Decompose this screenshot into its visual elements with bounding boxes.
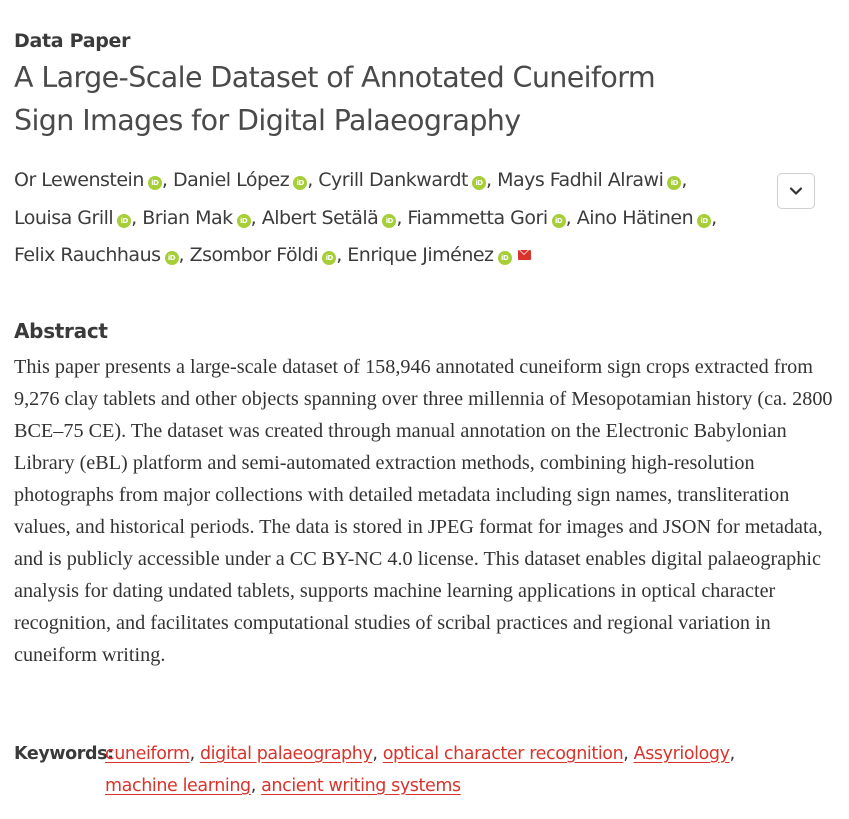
orcid-icon[interactable]: iD [552, 214, 566, 228]
orcid-icon[interactable]: iD [148, 176, 162, 190]
keyword-link[interactable]: machine learning [105, 776, 251, 796]
orcid-icon[interactable]: iD [293, 176, 307, 190]
orcid-icon[interactable]: iD [697, 214, 711, 228]
orcid-icon[interactable]: iD [165, 251, 179, 265]
article-title: A Large-Scale Dataset of Annotated Cuneiform Sign Images for Digital Palaeography [14, 61, 656, 137]
author-name[interactable]: Daniel López iD , [172, 169, 313, 191]
author-name-text: Cyrill Dankwardt [318, 169, 468, 191]
author-name-text: Louisa Grill [14, 206, 114, 229]
chevron-down-icon [789, 186, 803, 196]
author-name-text: Daniel López [172, 169, 290, 191]
author-name[interactable]: Louisa Grill iD , [14, 206, 137, 229]
authors-block [14, 162, 834, 275]
author-name-text: Enrique Jiménez [347, 244, 494, 266]
abstract-text: This paper presents a large-scale dataset of 158,946 annotated cuneiform sign crops extracted from 9,276 clay tablets and other objects spanning over three millennia of Mesopotamian history (ca. 2800 BCE–75 CE). The dataset was created through manual annotation on the Electronic Babylonian Library (eBL) platform and semi-automated extraction methods, combining high-resolution photographs from major collections with detailed metadata including sign names, transliteration values, and historical periods. The data is stored in JPEG format for images and JSON for metadata, and is publicly accessible under a CC BY-NC 4.0 license. This dataset enables digital palaeographic analysis for dating undated tablets, supports machine learning applications in optical character recognition, and facilitates computational studies of scribal practices and regional variation in cuneiform writing. [14, 356, 833, 666]
orcid-icon[interactable]: iD [237, 214, 251, 228]
author-name-text: Mays Fadhil Alrawi [497, 169, 664, 191]
author-name-text: Or Lewenstein [14, 169, 144, 191]
author-name[interactable]: Zsombor Földi iD , [189, 244, 342, 266]
author-name[interactable]: Felix Rauchhaus iD , [14, 244, 185, 266]
orcid-icon[interactable]: iD [472, 176, 486, 190]
author-name[interactable]: Or Lewenstein iD , [14, 169, 168, 191]
article-type: Data Paper [14, 30, 131, 52]
author-name-text: Brian Mak [142, 206, 233, 229]
keyword-link[interactable]: Assyriology [633, 744, 730, 764]
keyword-link[interactable]: cuneiform [105, 744, 190, 764]
keyword-link[interactable]: ancient writing systems [261, 776, 461, 796]
author-name-text: Felix Rauchhaus [14, 244, 161, 266]
author-list [14, 162, 774, 275]
author-name-text: Fiammetta Gori [407, 206, 548, 229]
author-name-text: Albert Setälä [261, 206, 379, 229]
envelope-icon[interactable] [518, 250, 531, 260]
orcid-icon[interactable]: iD [322, 251, 336, 265]
abstract-heading: Abstract [14, 319, 108, 343]
keywords-label: Keywords: [14, 744, 114, 764]
author-name[interactable]: Fiammetta Gori iD , [407, 206, 572, 229]
keywords-list: cuneiform, digital palaeography, optical character recognition, Assyriology, machine learning, ancient writing systems [105, 744, 735, 796]
expand-authors-button[interactable] [777, 173, 815, 209]
author-name[interactable]: Cyrill Dankwardt iD , [318, 169, 492, 191]
article-header [14, 28, 834, 275]
orcid-icon[interactable]: iD [382, 214, 396, 228]
author-name[interactable]: Albert Setälä iD , [261, 206, 402, 229]
orcid-icon[interactable]: iD [117, 214, 131, 228]
keywords-section [14, 738, 814, 802]
author-name[interactable]: Aino Hätinen iD , [576, 206, 717, 229]
author-name-text: Zsombor Földi [189, 244, 319, 266]
author-name[interactable] [347, 244, 530, 266]
orcid-icon[interactable]: iD [667, 176, 681, 190]
keyword-link[interactable]: optical character recognition [382, 744, 624, 764]
author-name-text: Aino Hätinen [576, 206, 694, 229]
keyword-link[interactable]: digital palaeography [199, 744, 373, 764]
orcid-icon[interactable]: iD [498, 251, 512, 265]
author-name[interactable]: Brian Mak iD , [142, 206, 257, 229]
author-name[interactable]: Mays Fadhil Alrawi iD , [497, 169, 687, 191]
